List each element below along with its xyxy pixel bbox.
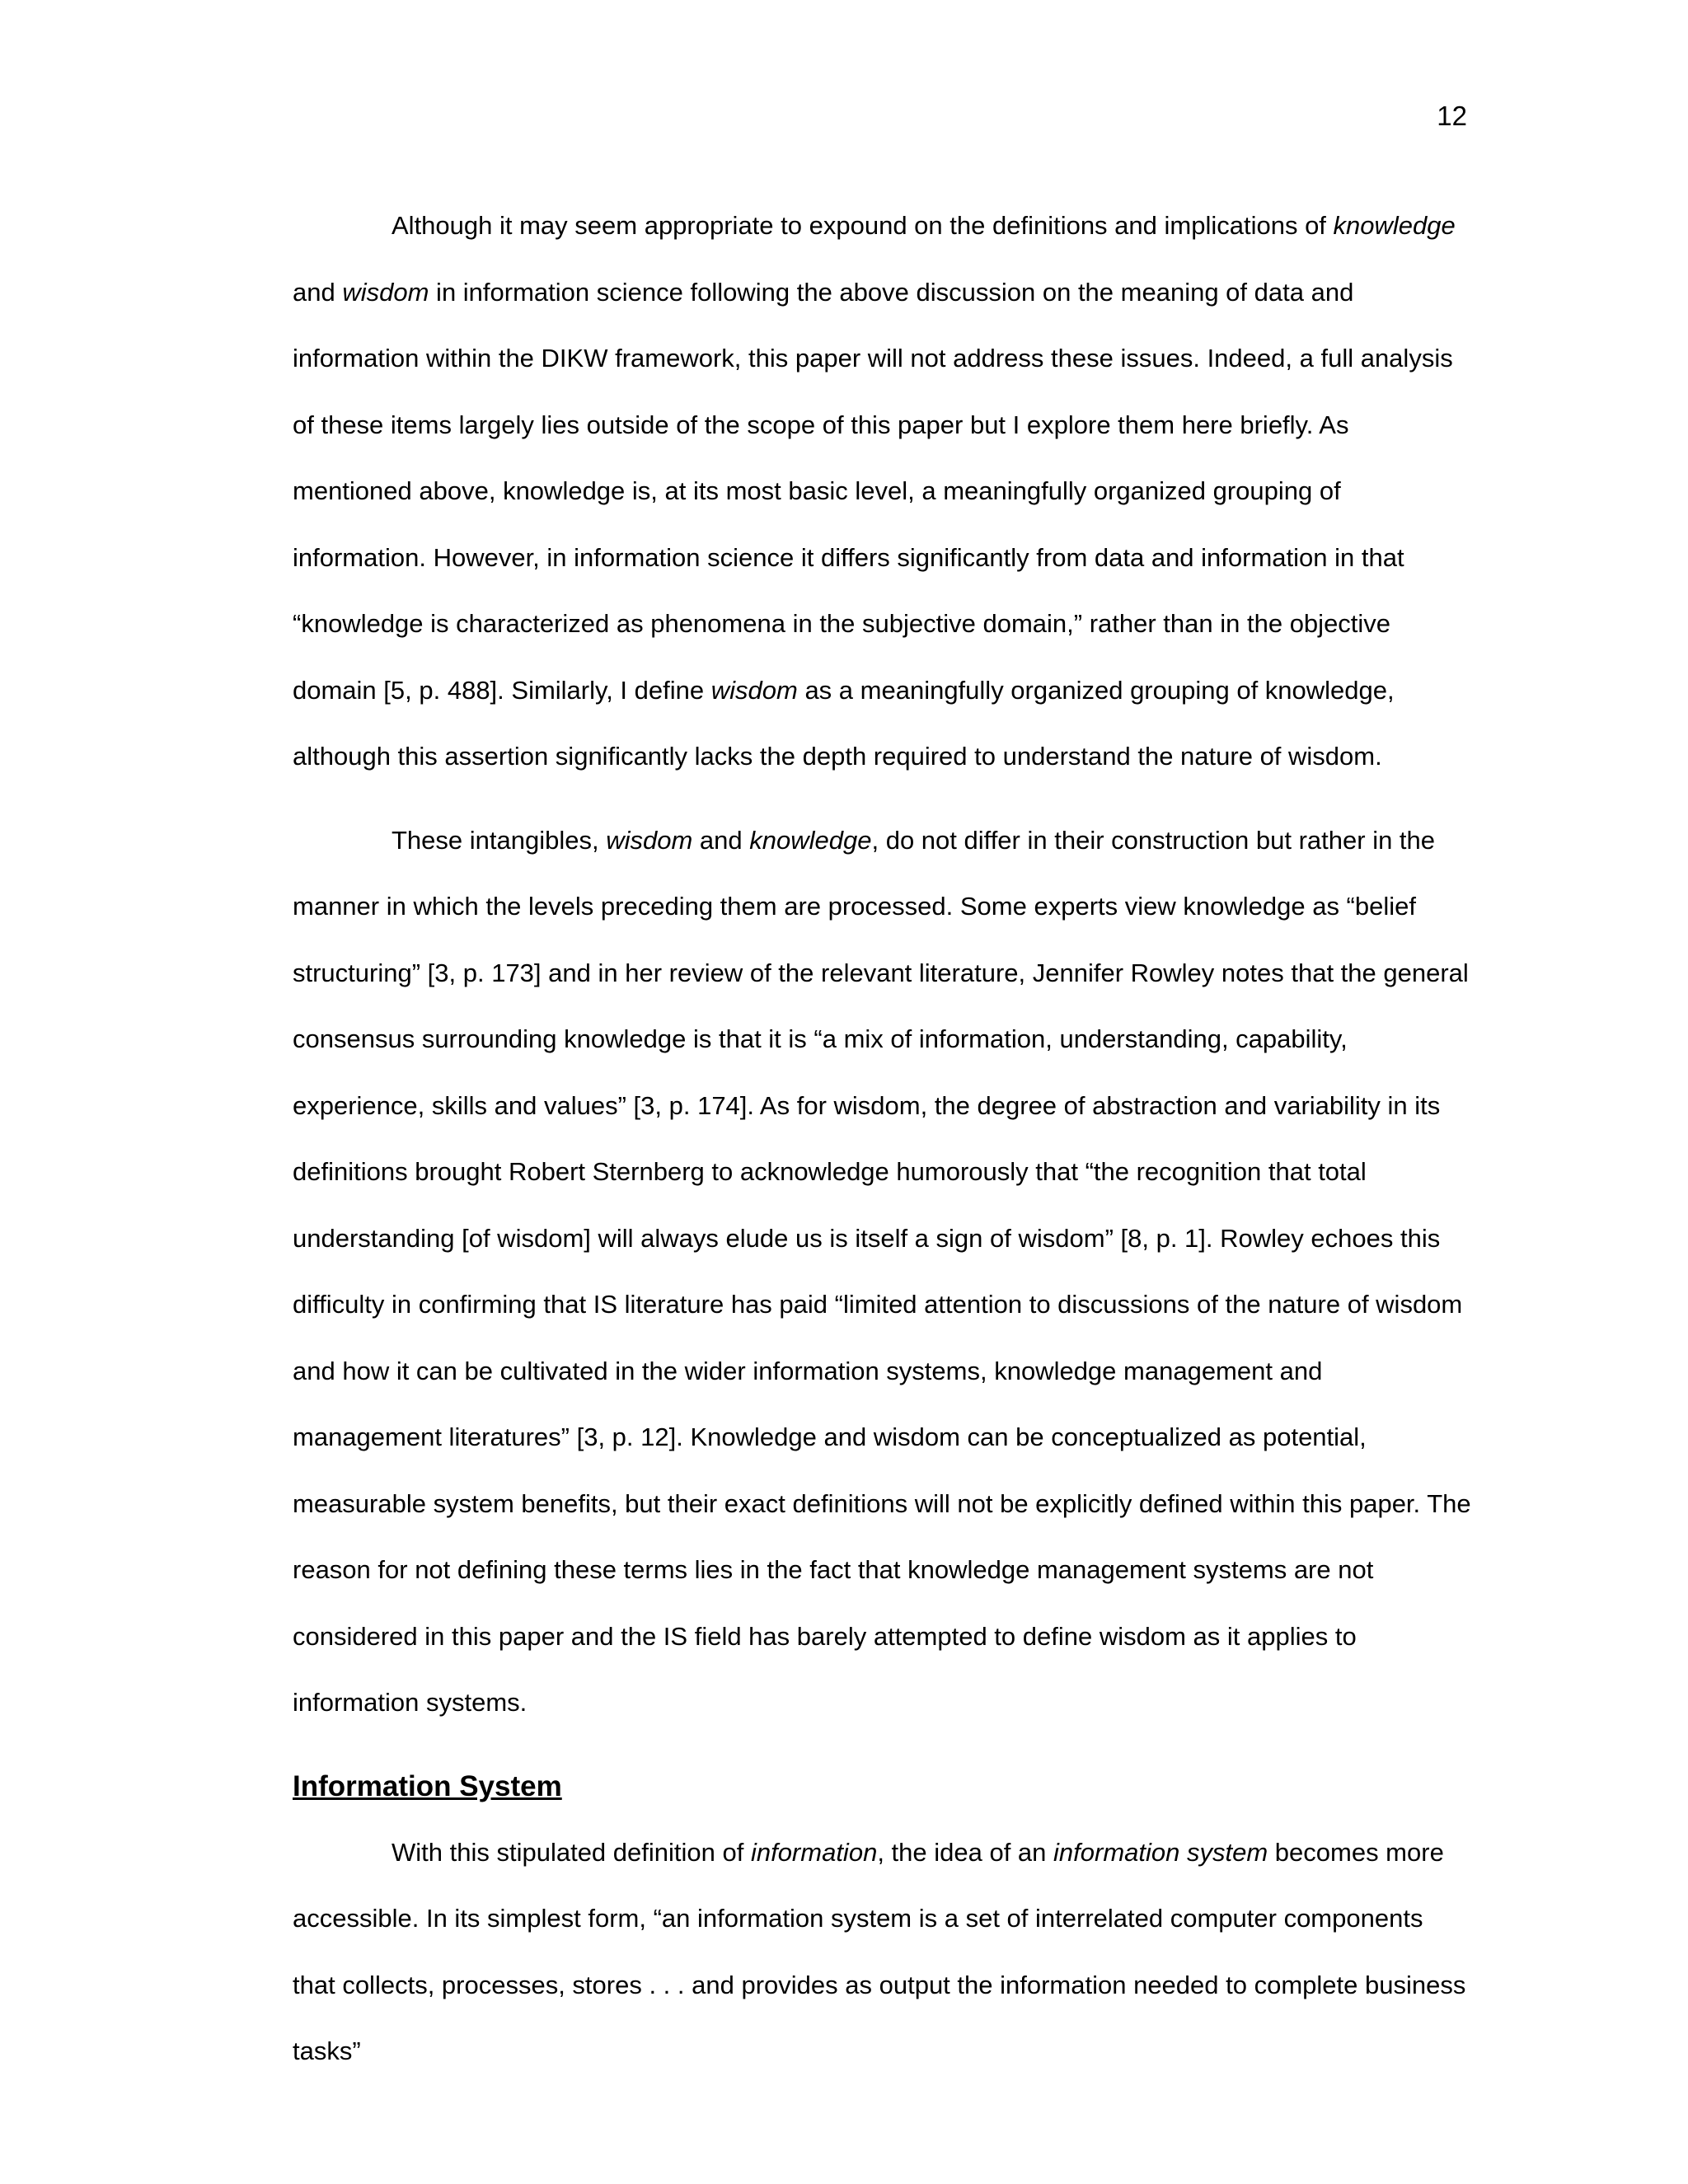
paragraph-intangibles [293,808,1471,1736]
paragraph-information-system [293,1820,1471,2085]
italic-term-information: information [750,1837,878,1867]
text-run: , do not differ in their construction but rather in the manner in which the levels preceding them are processed. Some experts view knowledge as “belief structuring” [3, p. 173] and in her review of the relevant literature, Jennifer Rowley notes that the general consensus surrounding knowledge is that it is “a mix of information, understanding, capability, experience, skills and values” [3, p. 174]. As for wisdom, the degree of abstraction and variability in its definitions brought Robert Sternberg to acknowledge humorously that “the recognition that total understanding [of wisdom] will always elude us is itself a sign of wisdom” [8, p. 1]. Rowley echoes this difficulty in confirming that IS literature has paid “limited attention to discussions of the nature of wisdom and how it can be cultivated in the wider information systems, knowledge management and management literatures” [3, p. 12]. Knowledge and wisdom can be conceptualized as potential, measurable system benefits, but their exact definitions will not be explicitly defined within this paper. The reason for not defining these terms lies in the fact that knowledge management systems are not considered in this paper and the IS field has barely attempted to define wisdom as it applies to information systems. [293,825,1471,1717]
text-run: With this stipulated definition of [392,1837,751,1867]
text-run: and [293,277,343,307]
text-run: These intangibles, [392,825,607,855]
document-body [293,193,1471,2085]
text-run: as a meaningfully organized grouping of knowledge, although this assertion significantly lacks the depth required to understand the nature of wisdom. [293,675,1395,771]
text-run: in information science following the above discussion on the meaning of data and information within the DIKW framework, this paper will not address these issues. Indeed, a full analysis of these items largely lies outside of the scope of this paper but I explore them here briefly. As mentioned above, knowledge is, at its most basic level, a meaningfully organized grouping of information. However, in information science it differs significantly from data and information in that “knowledge is characterized as phenomena in the subjective domain,” rather than in the objective domain [5, p. 488]. Similarly, I define [293,277,1453,705]
page-number: 12 [1437,101,1467,131]
italic-term-information-system: information system [1053,1837,1268,1867]
italic-term-wisdom: wisdom [606,825,693,855]
italic-term-knowledge: knowledge [749,825,872,855]
section-heading-information-system: Information System [293,1769,562,1802]
italic-term-knowledge: knowledge [1333,211,1456,240]
italic-term-wisdom: wisdom [342,277,429,307]
italic-term-wisdom: wisdom [710,675,798,705]
text-run: becomes more accessible. In its simplest form, “an information system is a set of interrelated computer components that collects, processes, stores . . . and provides as output the information needed to complete business tasks” [293,1837,1466,2065]
text-run: and [692,825,750,855]
paragraph-knowledge-wisdom-intro [293,193,1471,790]
text-run: Although it may seem appropriate to expound on the definitions and implications of [392,211,1334,240]
text-run: , the idea of an [877,1837,1054,1867]
